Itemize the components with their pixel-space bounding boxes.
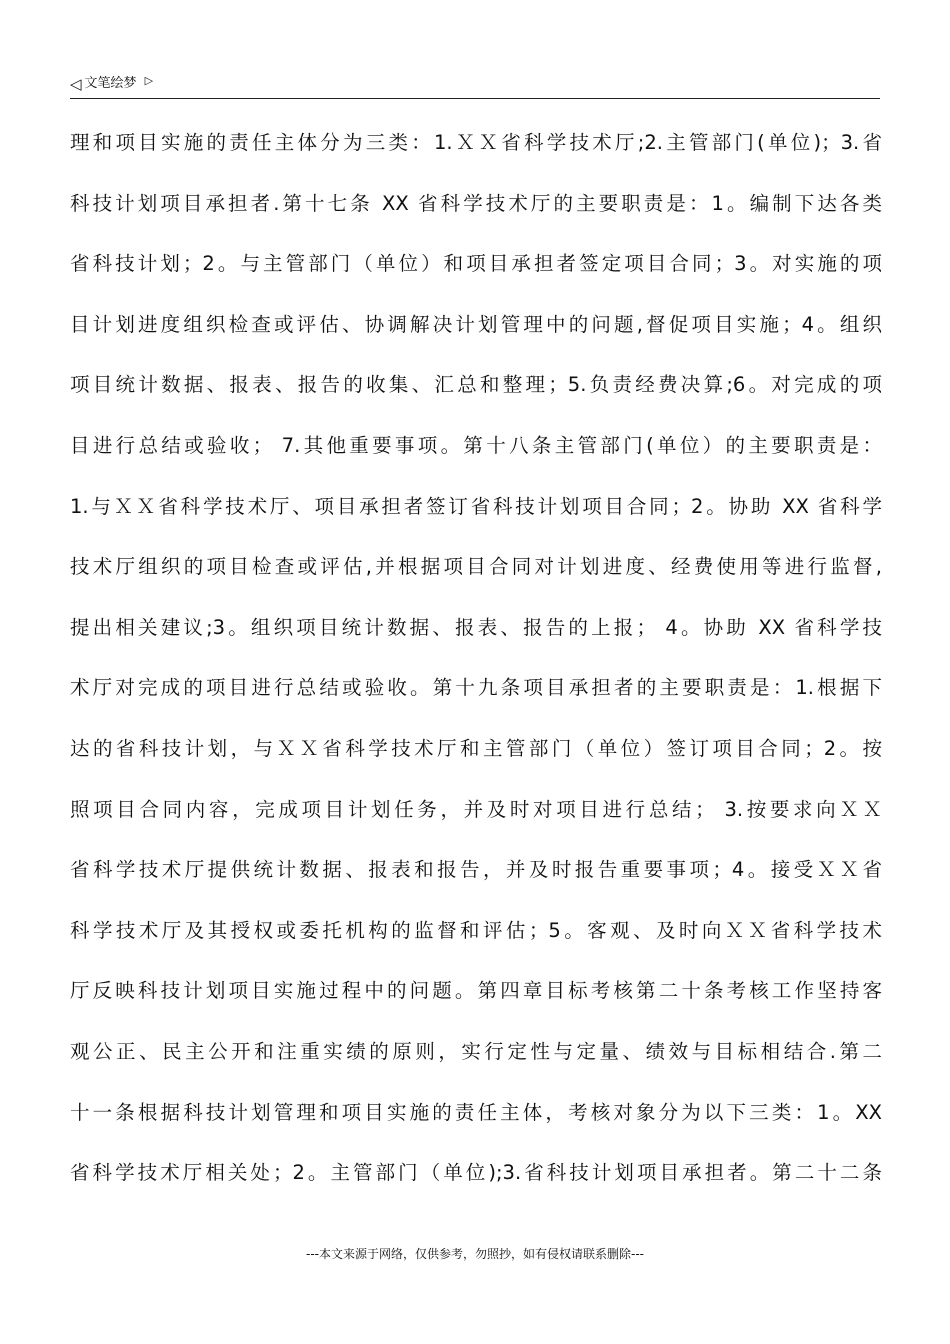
body-line: 照项目合同内容，完成项目计划任务，并及时对项目进行总结； 3.按要求向ＸＸ [70, 797, 882, 821]
body-line: 十一条根据科技计划管理和项目实施的责任主体，考核对象分为以下三类：1。XX [70, 1100, 882, 1124]
body-line: 目计划进度组织检查或评估、协调解决计划管理中的问题,督促项目实施；4。组织 [70, 312, 882, 336]
body-line: 省科技计划；2。与主管部门（单位）和项目承担者签定项目合同；3。对实施的项 [70, 252, 882, 276]
body-line: 提出相关建议;3。组织项目统计数据、报表、报告的上报； 4。协助 XX 省科学技 [70, 615, 882, 639]
body-line: 达的省科技计划，与ＸＸ省科学技术厅和主管部门（单位）签订项目合同；2。按 [70, 736, 882, 760]
body-line: 目进行总结或验收； 7.其他重要事项。第十八条主管部门(单位）的主要职责是： [70, 433, 882, 457]
triangle-left-icon: ◁ [70, 75, 82, 93]
body-line: 厅反映科技计划项目实施过程中的问题。第四章目标考核第二十条考核工作坚持客 [70, 979, 882, 1003]
triangle-right-icon: ▷ [144, 74, 154, 87]
body-line: 科学技术厅及其授权或委托机构的监督和评估；5。客观、及时向ＸＸ省科学技术 [70, 918, 882, 942]
body-line: 科技计划项目承担者.第十七条 XX 省科学技术厅的主要职责是：1。编制下达各类 [70, 191, 882, 215]
page-footer-disclaimer: ---本文来源于网络，仅供参考，勿照抄，如有侵权请联系删除--- [306, 1247, 644, 1261]
body-line: 项目统计数据、报表、报告的收集、汇总和整理；5.负责经费决算;6。对完成的项 [70, 373, 882, 397]
page-header [70, 72, 880, 99]
body-line: 理和项目实施的责任主体分为三类：1.ＸＸ省科学技术厅;2.主管部门(单位)；3.省 [70, 131, 882, 154]
body-line: 省科学技术厅提供统计数据、报表和报告，并及时报告重要事项；4。接受ＸＸ省 [70, 858, 882, 882]
body-line: 观公正、民主公开和注重实绩的原则，实行定性与定量、绩效与目标相结合.第二 [70, 1039, 882, 1063]
body-line: 省科学技术厅相关处；2。主管部门（单位);3.省科技计划项目承担者。第二十二条 [70, 1161, 882, 1185]
header-brand [70, 74, 153, 94]
body-line: 1.与ＸＸ省科学技术厅、项目承担者签订省科技计划项目合同；2。协助 XX 省科学 [70, 494, 882, 518]
document-body [70, 124, 882, 1215]
body-line: 术厅对完成的项目进行总结或验收。第十九条项目承担者的主要职责是：1.根据下 [70, 676, 882, 700]
body-line: 技术厅组织的项目检查或评估,并根据项目合同对计划进度、经费使用等进行监督, [70, 555, 882, 579]
header-title: 文笔绘梦 [84, 76, 137, 91]
